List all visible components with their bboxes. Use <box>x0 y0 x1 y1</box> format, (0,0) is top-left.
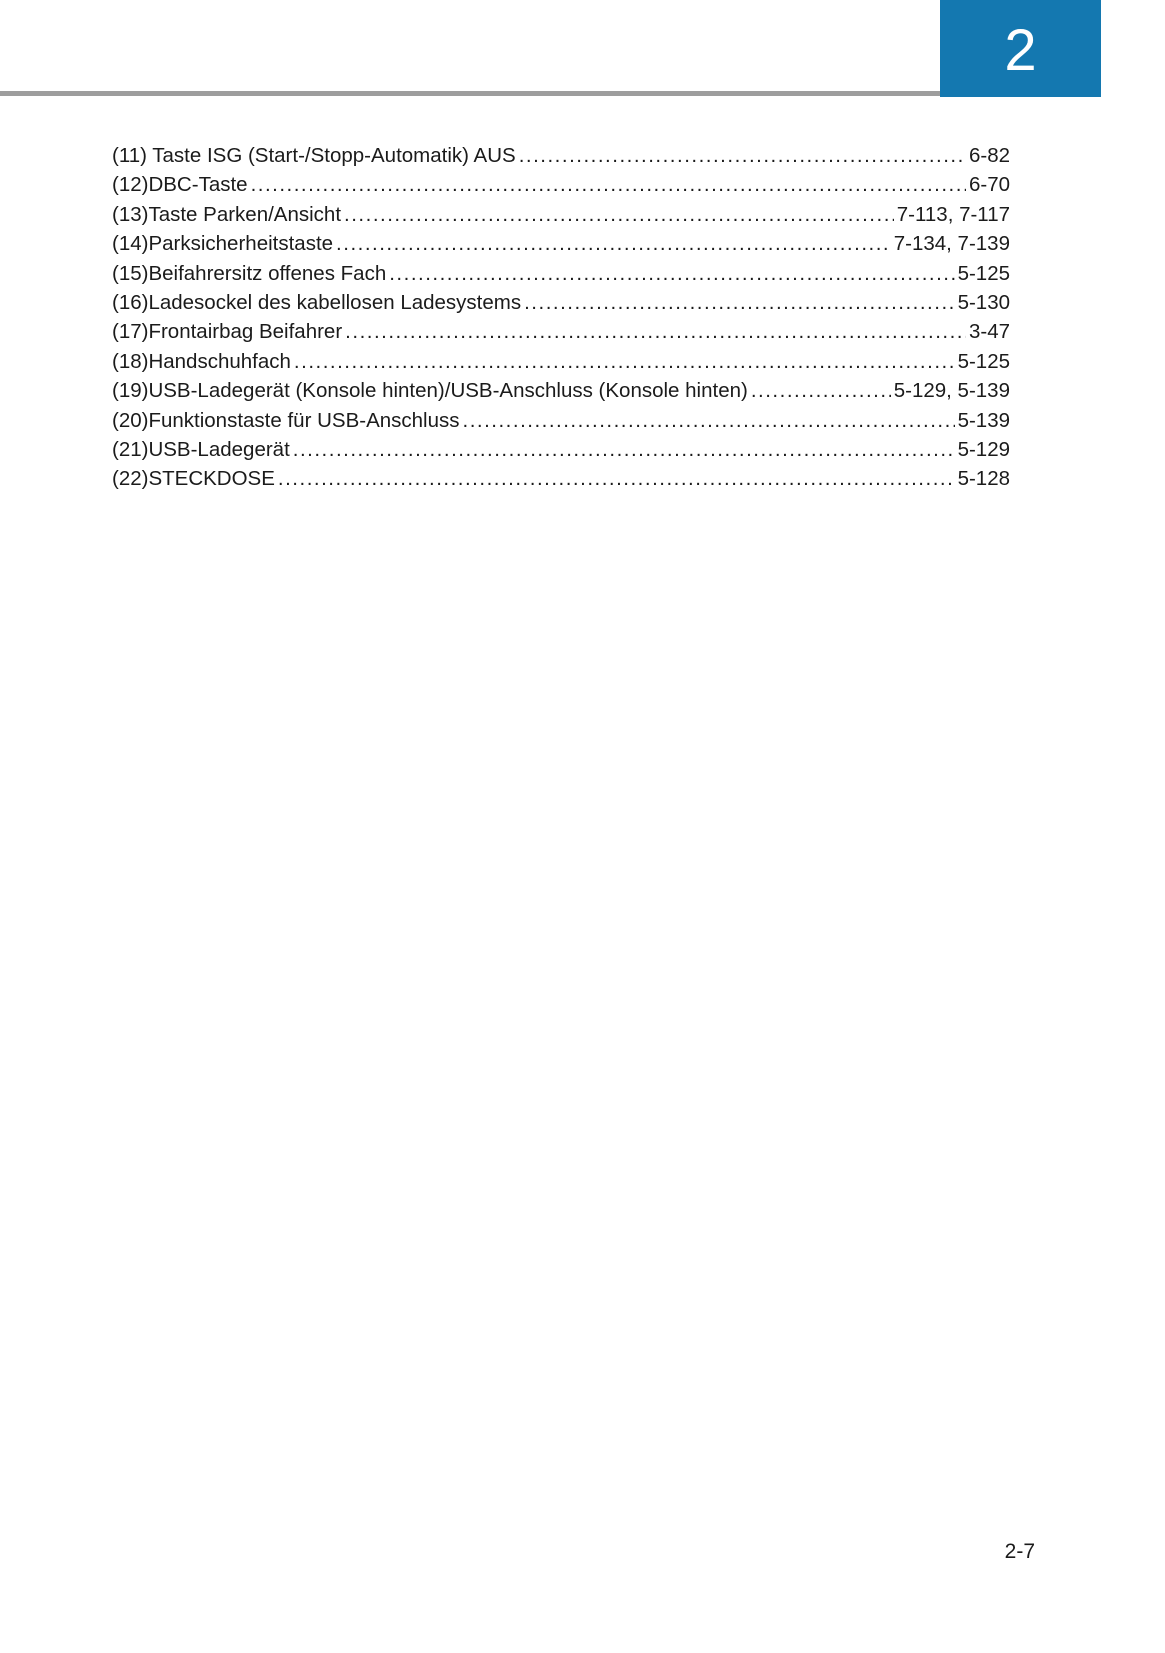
toc-entry-label: (20)Funktionstaste für USB-Anschluss <box>112 408 460 432</box>
toc-entry-page-ref: 5-128 <box>957 467 1010 491</box>
toc-entry-page-ref: 5-129, 5-139 <box>893 379 1010 403</box>
toc-entry <box>112 259 1010 288</box>
toc-entry <box>112 288 1010 317</box>
toc-entry-label: (13)Taste Parken/Ansicht <box>112 202 342 226</box>
toc-entry <box>112 317 1010 346</box>
toc-entry-page-ref: 5-139 <box>957 408 1010 432</box>
dot-leader <box>336 229 891 258</box>
toc-entry-label: (19)USB-Ladegerät (Konsole hinten)/USB-Anschluss (Konsole hinten) <box>112 379 748 403</box>
toc-list <box>112 141 1010 494</box>
dot-leader <box>294 347 955 376</box>
toc-entry-label: (22)STECKDOSE <box>112 467 275 491</box>
toc-entry-page-ref: 7-113, 7-117 <box>896 202 1010 226</box>
toc-entry-label: (17)Frontairbag Beifahrer <box>112 320 343 344</box>
toc-entry <box>112 406 1010 435</box>
dot-leader <box>751 376 891 405</box>
chapter-tab <box>940 0 1101 97</box>
toc-entry <box>112 376 1010 405</box>
toc-entry-page-ref: 5-129 <box>957 437 1010 461</box>
dot-leader <box>251 170 966 199</box>
toc-entry <box>112 170 1010 199</box>
toc-entry-page-ref: 6-70 <box>968 173 1010 197</box>
toc-entry <box>112 435 1010 464</box>
chapter-number: 2 <box>1004 17 1037 83</box>
dot-leader <box>345 317 966 346</box>
toc-entry-label: (18)Handschuhfach <box>112 349 291 373</box>
page-number: 2-7 <box>1004 1540 1035 1563</box>
toc-entry <box>112 141 1010 170</box>
toc-entry-page-ref: 5-130 <box>957 290 1010 314</box>
toc-entry-label: (11) Taste ISG (Start-/Stopp-Automatik) AUS <box>112 144 516 167</box>
toc-entry-label: (21)USB-Ladegerät <box>112 437 290 461</box>
toc-entry-page-ref: 5-125 <box>957 261 1010 285</box>
dot-leader <box>344 200 894 229</box>
toc-entry-page-ref: 6-82 <box>968 144 1010 167</box>
dot-leader <box>278 464 955 493</box>
dot-leader <box>389 259 954 288</box>
toc-entry-label: (14)Parksicherheitstaste <box>112 232 334 256</box>
dot-leader <box>524 288 954 317</box>
dot-leader <box>519 141 966 170</box>
toc-entry-page-ref: 3-47 <box>968 320 1010 344</box>
toc-entry-page-ref: 7-134, 7-139 <box>893 232 1010 256</box>
toc-entry-label: (12)DBC-Taste <box>112 173 248 197</box>
header-divider <box>0 91 940 96</box>
dot-leader <box>463 406 955 435</box>
toc-entry <box>112 200 1010 229</box>
toc-entry-label: (15)Beifahrersitz offenes Fach <box>112 261 387 285</box>
toc-entry-page-ref: 5-125 <box>957 349 1010 373</box>
toc-entry <box>112 229 1010 258</box>
toc-entry <box>112 464 1010 493</box>
dot-leader <box>293 435 955 464</box>
toc-entry-label: (16)Ladesockel des kabellosen Ladesystems <box>112 290 522 314</box>
toc-entry <box>112 347 1010 376</box>
